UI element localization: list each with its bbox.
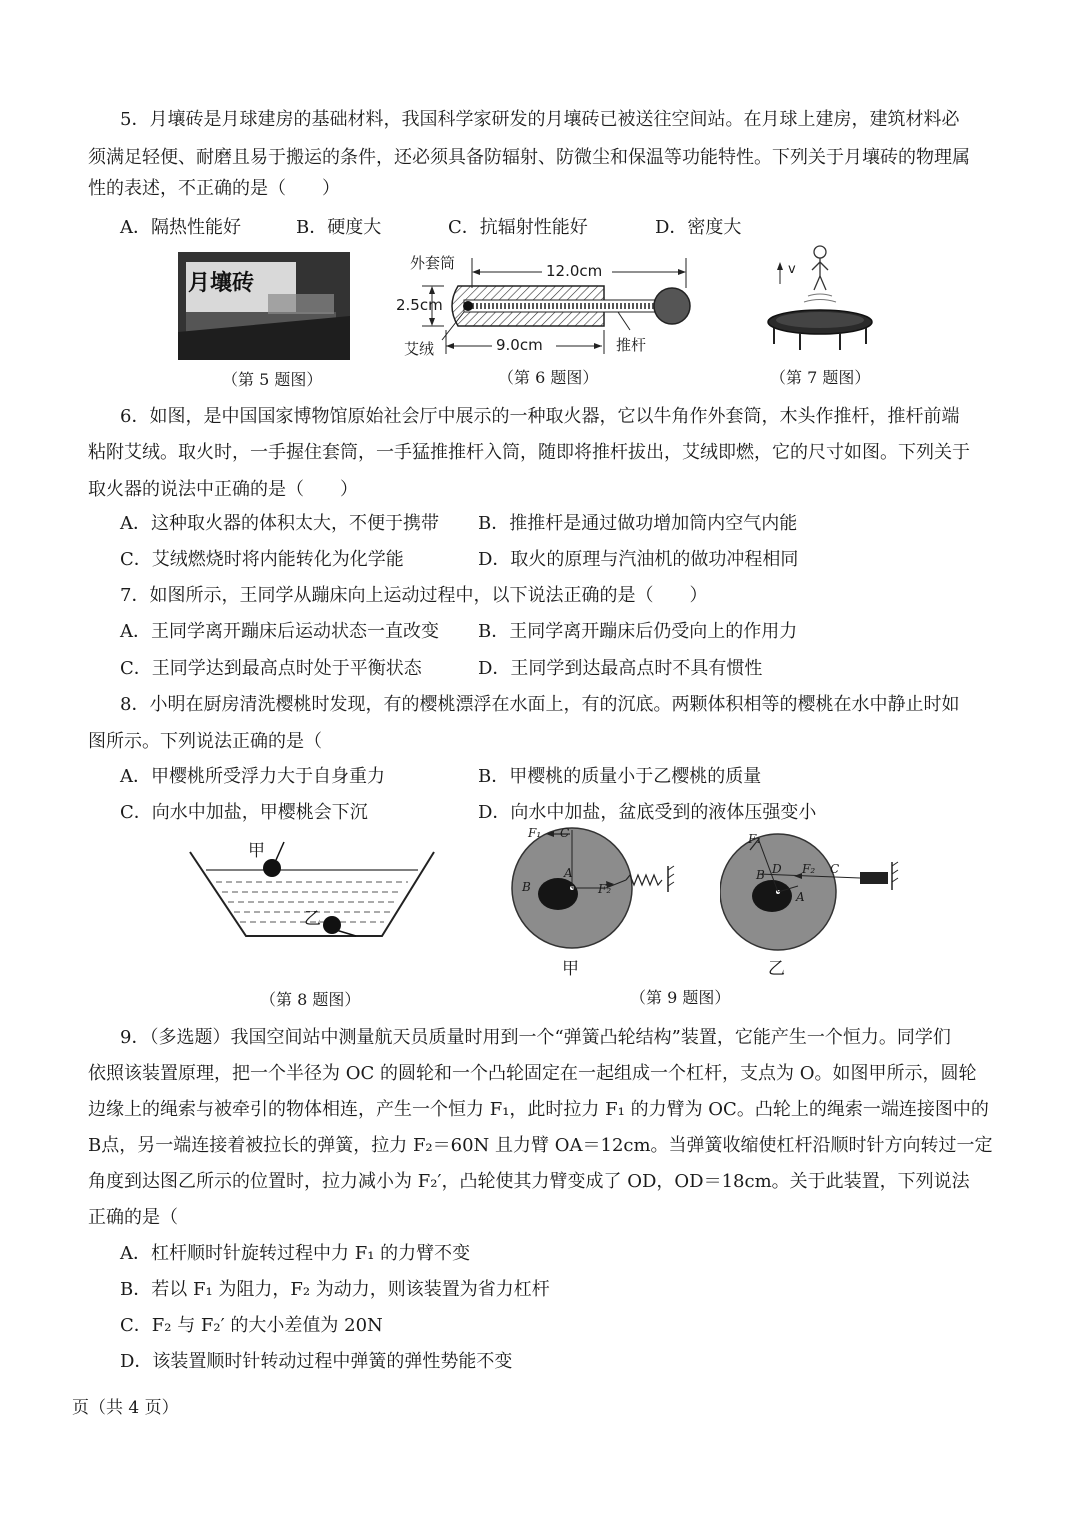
q5-line3: 性的表述，不正确的是（ ） (88, 178, 340, 199)
label-right-f1: F₁ (748, 832, 762, 846)
q6-option-a: A．这种取火器的体积太大，不便于携带 (120, 513, 439, 534)
q8-option-b: B．甲樱桃的质量小于乙樱桃的质量 (478, 766, 762, 787)
figure-5-photo (178, 252, 350, 360)
q6-option-d: D．取火的原理与汽油机的做功冲程相同 (478, 549, 799, 570)
figure-9-caption: （第 9 题图） (630, 988, 731, 1007)
q6-line2: 粘附艾绒。取火时，一手握住套筒，一手猛推推杆入筒，随即将推杆拔出，艾绒即燃，它的尺寸如图。下列关于 (88, 442, 970, 463)
q8-option-a: A．甲樱桃所受浮力大于自身重力 (120, 766, 385, 787)
q9-line1: 9．（多选题）我国空间站中测量航天员质量时用到一个“弹簧凸轮结构”装置，它能产生一个恒力。同学们 (120, 1027, 951, 1048)
q5-option-b: B．硬度大 (296, 217, 382, 238)
figure-6-caption: （第 6 题图） (498, 368, 599, 387)
q8-option-c: C．向水中加盐，甲樱桃会下沉 (120, 802, 368, 823)
label-left-c: C (560, 826, 570, 840)
label-right-b: B (756, 868, 765, 882)
q7-option-c: C．王同学达到最高点时处于平衡状态 (120, 658, 422, 679)
label-tinder: 艾绒 (404, 340, 435, 358)
q9-line4: B点，另一端连接着被拉长的弹簧，拉力 F₂＝60N 且力臂 OA＝12cm。当弹簧收缩使杠杆沿顺时针方向转过一定 (88, 1135, 993, 1156)
q5-option-a: A．隔热性能好 (120, 217, 241, 238)
page-footer: 页（共 4 页） (72, 1398, 179, 1418)
figure-9-left-jia (506, 826, 676, 979)
q5-option-d: D．密度大 (655, 217, 742, 238)
label-velocity: v (788, 262, 796, 277)
label-figure-jia: 甲 (562, 959, 579, 979)
label-left-b: B (522, 880, 531, 894)
q7-line1: 7．如图所示，王同学从蹦床向上运动过程中，以下说法正确的是（ ） (120, 585, 708, 606)
q6-line1: 6．如图，是中国国家博物馆原始社会厅中展示的一种取火器，它以牛角作外套筒，木头作推杆，推杆前端 (120, 406, 960, 427)
figure-6-diagram (396, 250, 706, 360)
q8-line1: 8．小明在厨房清洗樱桃时发现，有的樱桃漂浮在水面上，有的沉底。两颗体积相等的樱桃在水中静止时如 (120, 694, 960, 715)
label-left-f1: F₁ (528, 826, 542, 840)
q7-option-d: D．王同学到达最高点时不具有惯性 (478, 658, 763, 679)
q9-line3: 边缘上的绳索与被牵引的物体相连，产生一个恒力 F₁，此时拉力 F₁ 的力臂为 OC。凸轮上的绳索一端连接图中的 (88, 1099, 989, 1120)
label-outer-tube: 外套筒 (410, 254, 456, 272)
q7-option-a: A．王同学离开蹦床后运动状态一直改变 (120, 621, 439, 642)
label-length-9cm: 9.0cm (496, 336, 543, 354)
q9-option-c: C．F₂ 与 F₂′ 的大小差值为 20N (120, 1315, 383, 1336)
q8-line2: 图所示。下列说法正确的是（ (88, 731, 322, 752)
figure-7-caption: （第 7 题图） (770, 368, 871, 387)
label-left-f2: F₂ (598, 882, 612, 896)
q9-line2: 依照该装置原理，把一个半径为 OC 的圆轮和一个凸轮固定在一起组成一个杠杆，支点为 O。如图甲所示，圆轮 (88, 1063, 977, 1084)
label-diameter-2-5cm: 2.5cm (396, 296, 443, 314)
label-right-d: D (772, 862, 782, 876)
label-left-a: A (564, 866, 573, 880)
figure-5-caption: （第 5 题图） (222, 370, 323, 389)
q8-option-d: D．向水中加盐，盆底受到的液体压强变小 (478, 802, 817, 823)
q5-line1: 5．月壤砖是月球建房的基础材料，我国科学家研发的月壤砖已被送往空间站。在月球上建房，建筑材料必 (120, 109, 960, 130)
label-cherry-jia: 甲 (248, 841, 265, 861)
label-push-rod: 推杆 (616, 336, 647, 354)
label-right-f2: F₂ (802, 862, 816, 876)
brick-sign-text: 月壤砖 (188, 271, 255, 296)
label-cherry-yi: 乙 (304, 909, 321, 929)
figure-8-caption: （第 8 题图） (260, 990, 361, 1009)
figure-8-basin (186, 832, 438, 944)
label-right-c: C (830, 862, 840, 876)
q6-option-b: B．推推杆是通过做功增加筒内空气内能 (478, 513, 798, 534)
q6-line3: 取火器的说法中正确的是（ ） (88, 479, 358, 500)
q9-line5: 角度到达图乙所示的位置时，拉力减小为 F₂′，凸轮使其力臂变成了 OD，OD＝18cm。关于此装置，下列说法 (88, 1171, 970, 1192)
q5-option-c: C．抗辐射性能好 (448, 217, 588, 238)
q9-option-a: A．杠杆顺时针旋转过程中力 F₁ 的力臂不变 (120, 1243, 471, 1264)
label-length-12cm: 12.0cm (546, 262, 603, 280)
label-right-a: A (796, 890, 805, 904)
label-figure-yi: 乙 (768, 959, 785, 979)
q9-option-b: B．若以 F₁ 为阻力，F₂ 为动力，则该装置为省力杠杆 (120, 1279, 550, 1300)
q9-option-d: D．该装置顺时针转动过程中弹簧的弹性势能不变 (120, 1351, 513, 1372)
q7-option-b: B．王同学离开蹦床后仍受向上的作用力 (478, 621, 798, 642)
q6-option-c: C．艾绒燃烧时将内能转化为化学能 (120, 549, 404, 570)
figure-7-trampoline (760, 240, 880, 360)
q9-line6: 正确的是（ (88, 1207, 178, 1228)
q5-line2: 须满足轻便、耐磨且易于搬运的条件，还必须具备防辐射、防微尘和保温等功能特性。下列关于月壤砖的物理属 (88, 147, 970, 168)
figure-9-right-yi (720, 826, 900, 979)
